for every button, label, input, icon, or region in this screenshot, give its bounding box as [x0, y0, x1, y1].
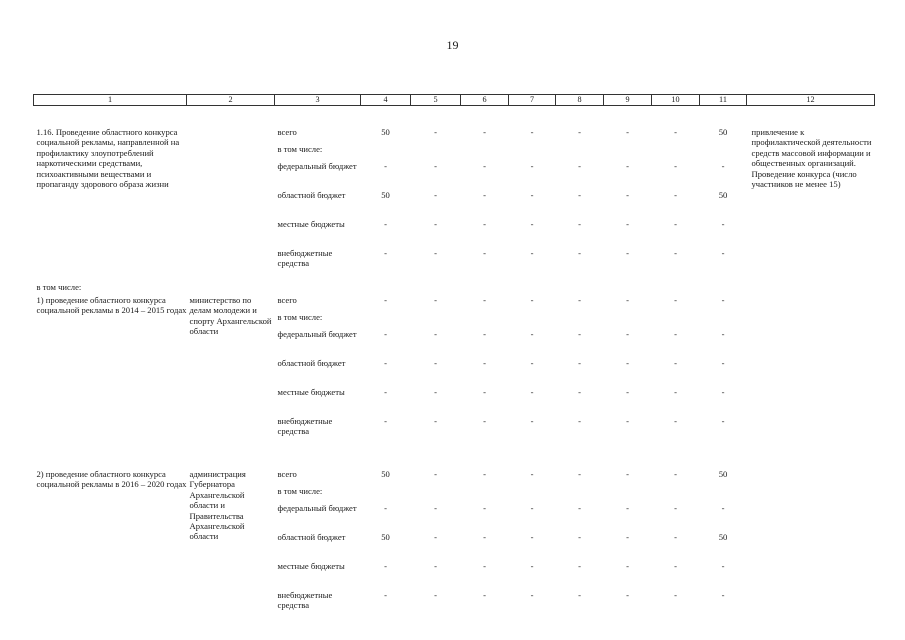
amount-cell: -	[721, 358, 725, 368]
header-cell: 7	[509, 95, 556, 106]
amount-cell: -	[721, 503, 725, 513]
amount-cell: -	[530, 469, 534, 479]
responsible-executor: министерство по делам молодежи и спорту Архангельской области	[189, 295, 272, 337]
amount-cell: -	[674, 561, 677, 571]
amount-cell: -	[578, 161, 581, 171]
amount-cell: -	[530, 416, 534, 426]
amount-cell: -	[626, 161, 629, 171]
amount-cell: -	[674, 127, 677, 137]
table-row	[34, 106, 875, 144]
amount-cell: -	[434, 561, 437, 571]
amount-cell: -	[578, 469, 581, 479]
amount-cell: -	[626, 248, 629, 258]
amount-cell: -	[721, 387, 725, 397]
amount-cell: -	[626, 561, 629, 571]
amount-cell: -	[721, 161, 725, 171]
amount-cell: -	[530, 127, 534, 137]
funding-source-label: федеральный бюджет	[277, 503, 357, 513]
amount-cell: -	[384, 329, 387, 339]
funding-source-label: местные бюджеты	[277, 561, 345, 571]
event-description: 2) проведение областного конкурса социальной рекламы в 2016 – 2020 годах	[36, 469, 187, 490]
amount-cell	[652, 143, 700, 160]
amount-cell: -	[434, 219, 437, 229]
amount-cell	[700, 311, 747, 328]
amount-cell	[509, 485, 556, 502]
amount-cell: 50	[718, 469, 728, 479]
responsible-executor	[187, 106, 275, 277]
amount-cell	[361, 311, 411, 328]
amount-cell: -	[626, 329, 629, 339]
amount-cell: -	[530, 358, 534, 368]
amount-cell: -	[384, 503, 387, 513]
amount-cell	[604, 485, 652, 502]
amount-cell: -	[483, 295, 486, 305]
amount-cell: -	[530, 590, 534, 600]
amount-cell: -	[483, 329, 486, 339]
amount-cell: 50	[381, 127, 390, 137]
amount-cell: -	[626, 503, 629, 513]
amount-cell: 50	[718, 190, 728, 200]
amount-cell	[361, 485, 411, 502]
amount-cell: -	[674, 219, 677, 229]
amount-cell: -	[530, 329, 534, 339]
amount-cell	[604, 143, 652, 160]
amount-cell	[700, 143, 747, 160]
amount-cell: -	[483, 532, 486, 542]
amount-cell: -	[434, 387, 437, 397]
funding-source-label: всего	[277, 469, 297, 479]
amount-cell: -	[434, 503, 437, 513]
amount-cell: 50	[718, 127, 728, 137]
amount-cell: -	[626, 127, 629, 137]
amount-cell	[361, 143, 411, 160]
section-label-row	[34, 276, 875, 294]
amount-cell: -	[483, 358, 486, 368]
amount-cell: -	[483, 248, 486, 258]
amount-cell: -	[578, 561, 581, 571]
amount-cell: -	[578, 590, 581, 600]
amount-cell: -	[626, 590, 629, 600]
amount-cell: -	[384, 248, 387, 258]
funding-source-label: всего	[277, 127, 297, 137]
amount-cell: -	[483, 590, 486, 600]
amount-cell: -	[674, 469, 677, 479]
amount-cell: -	[578, 329, 581, 339]
amount-cell: -	[483, 161, 486, 171]
header-cell: 3	[275, 95, 361, 106]
funding-source-label: внебюджетные средства	[277, 248, 333, 269]
header-cell: 11	[700, 95, 747, 106]
funding-source-label: в том числе:	[277, 144, 323, 154]
section-label: в том числе:	[36, 282, 82, 292]
funding-source-label: в том числе:	[277, 486, 323, 496]
amount-cell: -	[721, 219, 725, 229]
expected-results: привлечение к профилактической деятельности средств массовой информации и общественных организаций. Проведение конкурса (число участников не менее 15)	[751, 127, 872, 190]
amount-cell	[652, 311, 700, 328]
amount-cell: 50	[381, 469, 390, 479]
funding-source-label: всего	[277, 295, 297, 305]
amount-cell: -	[434, 295, 437, 305]
amount-cell: -	[434, 248, 437, 258]
amount-cell	[604, 311, 652, 328]
amount-cell: -	[674, 387, 677, 397]
amount-cell: -	[721, 590, 725, 600]
amount-cell: -	[578, 190, 581, 200]
amount-cell: -	[434, 190, 437, 200]
expected-results	[747, 294, 875, 444]
header-cell: 6	[461, 95, 509, 106]
amount-cell: -	[721, 248, 725, 258]
amount-cell: -	[530, 295, 534, 305]
funding-source-label: местные бюджеты	[277, 387, 345, 397]
funding-source-label: внебюджетные средства	[277, 590, 333, 611]
amount-cell: -	[434, 358, 437, 368]
amount-cell	[509, 143, 556, 160]
amount-cell: -	[384, 387, 387, 397]
amount-cell: -	[578, 532, 581, 542]
amount-cell: -	[578, 358, 581, 368]
amount-cell: -	[384, 416, 387, 426]
amount-cell: -	[578, 219, 581, 229]
amount-cell: -	[434, 469, 437, 479]
amount-cell	[461, 311, 509, 328]
funding-source-label: внебюджетные средства	[277, 416, 333, 437]
amount-cell: -	[434, 590, 437, 600]
amount-cell: -	[530, 561, 534, 571]
amount-cell: -	[626, 219, 629, 229]
amount-cell: -	[530, 219, 534, 229]
header-cell: 10	[652, 95, 700, 106]
amount-cell	[509, 311, 556, 328]
funding-source-label: федеральный бюджет	[277, 329, 357, 339]
amount-cell: -	[434, 532, 437, 542]
amount-cell: -	[626, 295, 629, 305]
amount-cell: -	[674, 190, 677, 200]
amount-cell	[556, 143, 604, 160]
amount-cell: -	[434, 329, 437, 339]
header-cell: 9	[604, 95, 652, 106]
amount-cell: -	[578, 127, 581, 137]
amount-cell: -	[578, 387, 581, 397]
amount-cell: -	[578, 503, 581, 513]
funding-source-label: областной бюджет	[277, 190, 346, 200]
amount-cell: -	[434, 127, 437, 137]
amount-cell: -	[483, 469, 486, 479]
amount-cell	[411, 143, 461, 160]
amount-cell: -	[721, 295, 725, 305]
table-row	[34, 294, 875, 311]
amount-cell: -	[530, 532, 534, 542]
header-cell: 4	[361, 95, 411, 106]
amount-cell: -	[674, 248, 677, 258]
amount-cell: -	[626, 387, 629, 397]
amount-cell: -	[483, 387, 486, 397]
amount-cell: -	[674, 295, 677, 305]
funding-source-label: областной бюджет	[277, 358, 346, 368]
amount-cell: -	[626, 358, 629, 368]
funding-source-label: областной бюджет	[277, 532, 346, 542]
amount-cell: -	[483, 127, 486, 137]
amount-cell: -	[530, 387, 534, 397]
amount-cell: -	[384, 561, 387, 571]
amount-cell: -	[578, 248, 581, 258]
amount-cell: -	[483, 416, 486, 426]
amount-cell: -	[483, 503, 486, 513]
header-row	[34, 95, 875, 106]
funding-source-label: федеральный бюджет	[277, 161, 357, 171]
table-row	[34, 444, 875, 485]
funding-source-label: местные бюджеты	[277, 219, 345, 229]
event-description: 1.16. Проведение областного конкурса социальной рекламы, направленной на профилактику злоупотреблений наркотическими средствами, психоактивными веществами и пропаганду здорового образа жизни	[36, 127, 180, 190]
amount-cell: -	[721, 416, 725, 426]
amount-cell: -	[578, 416, 581, 426]
amount-cell: -	[530, 248, 534, 258]
amount-cell: -	[384, 161, 387, 171]
amount-cell: -	[626, 190, 629, 200]
program-table	[33, 94, 875, 618]
amount-cell: 50	[381, 190, 390, 200]
amount-cell: -	[578, 295, 581, 305]
amount-cell: -	[721, 329, 725, 339]
amount-cell: -	[626, 469, 629, 479]
amount-cell: -	[483, 219, 486, 229]
amount-cell	[700, 485, 747, 502]
amount-cell: -	[674, 590, 677, 600]
header-cell: 2	[187, 95, 275, 106]
amount-cell: -	[384, 219, 387, 229]
header-cell: 5	[411, 95, 461, 106]
page-number: 19	[446, 38, 459, 52]
amount-cell	[411, 485, 461, 502]
amount-cell: -	[674, 416, 677, 426]
amount-cell: -	[530, 161, 534, 171]
amount-cell	[556, 485, 604, 502]
amount-cell: -	[434, 161, 437, 171]
amount-cell: -	[674, 358, 677, 368]
event-description: 1) проведение областного конкурса социальной рекламы в 2014 – 2015 годах	[36, 295, 187, 316]
amount-cell: -	[384, 590, 387, 600]
amount-cell: -	[674, 532, 677, 542]
header-cell: 8	[556, 95, 604, 106]
amount-cell: -	[530, 503, 534, 513]
amount-cell: -	[674, 503, 677, 513]
amount-cell: -	[721, 561, 725, 571]
header-cell: 1	[34, 95, 187, 106]
expected-results	[747, 444, 875, 618]
amount-cell	[461, 485, 509, 502]
amount-cell: -	[384, 295, 387, 305]
responsible-executor: администрация Губернатора Архангельской области и Правительства Архангельской области	[189, 469, 246, 542]
header-cell: 12	[747, 95, 875, 106]
amount-cell	[461, 143, 509, 160]
amount-cell: -	[626, 532, 629, 542]
amount-cell: -	[530, 190, 534, 200]
amount-cell	[652, 485, 700, 502]
amount-cell: -	[483, 190, 486, 200]
amount-cell	[411, 311, 461, 328]
amount-cell: -	[434, 416, 437, 426]
amount-cell: -	[674, 329, 677, 339]
funding-source-label: в том числе:	[277, 312, 323, 322]
amount-cell: -	[384, 358, 387, 368]
amount-cell	[556, 311, 604, 328]
amount-cell: 50	[381, 532, 390, 542]
amount-cell: 50	[718, 532, 728, 542]
amount-cell: -	[483, 561, 486, 571]
amount-cell: -	[674, 161, 677, 171]
amount-cell: -	[626, 416, 629, 426]
